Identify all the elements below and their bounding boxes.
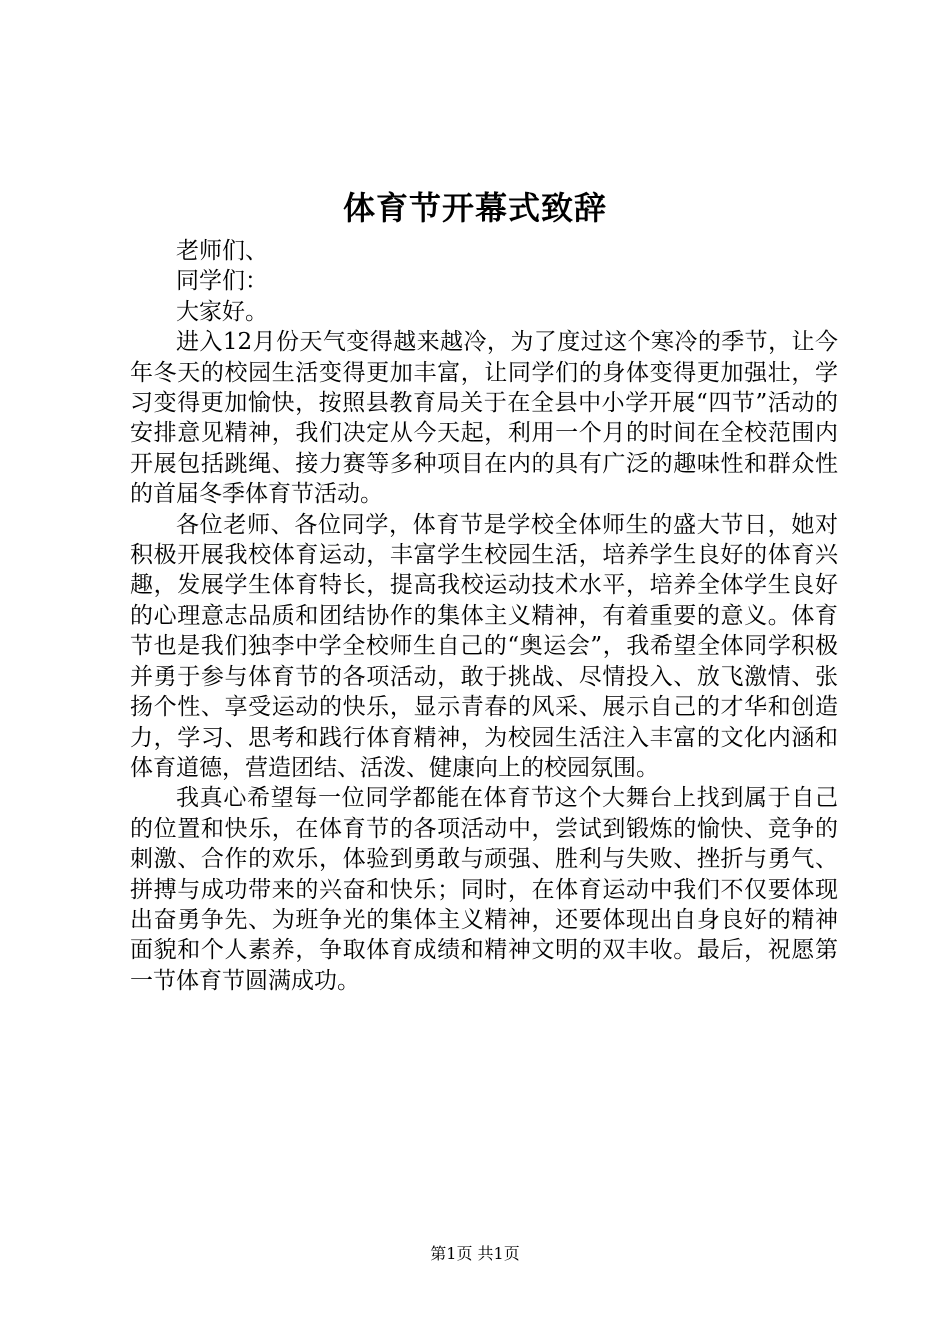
paragraph-intro: 进入12月份天气变得越来越冷，为了度过这个寒冷的季节，让今年冬天的校园生活变得更加丰富，让同学们的身体变得更加强壮，学习变得更加愉快，按照县教育局关于在全县中小学开展“四节”活动的安排意见精神，我们决定从今天起，利用一个月的时间在全校范围内开展包括跳绳、接力赛等多种项目在内的具有广泛的趣味性和群众性的首届冬季体育节活动。 bbox=[130, 329, 838, 508]
paragraph-significance: 各位老师、各位同学，体育节是学校全体师生的盛大节日，她对积极开展我校体育运动，丰富学生校园生活，培养学生良好的体育兴趣，发展学生体育特长，提高我校运动技术水平，培养全体学生良好的心理意志品质和团结协作的集体主义精神，有着重要的意义。体育节也是我们独李中学全校师生自己的“奥运会”，我希望全体同学积极并勇于参与体育节的各项活动，敢于挑战、尽情投入、放飞激情、张扬个性、享受运动的快乐，显示青春的风采、展示自己的才华和创造力，学习、思考和践行体育精神，为校园生活注入丰富的文化内涵和体育道德，营造团结、活泼、健康向上的校园氛围。 bbox=[130, 511, 838, 781]
salutation-students: 同学们： bbox=[176, 268, 268, 295]
salutation-teachers: 老师们、 bbox=[176, 238, 268, 264]
document-body bbox=[130, 236, 838, 996]
paragraph-closing: 我真心希望每一位同学都能在体育节这个大舞台上找到属于自己的位置和快乐，在体育节的各项活动中，尝试到锻炼的愉快、竞争的刺激、合作的欢乐，体验到勇敢与顽强、胜利与失败、挫折与勇气、拼搏与成功带来的兴奋和快乐；同时，在体育运动中我们不仅要体现出奋勇争先、为班争光的集体主义精神，还要体现出自身良好的精神面貌和个人素养，争取体育成绩和精神文明的双丰收。最后，祝愿第一节体育节圆满成功。 bbox=[130, 785, 838, 994]
document-title: 体育节开幕式致辞 bbox=[342, 189, 607, 227]
salutation-greeting: 大家好。 bbox=[176, 298, 268, 325]
page-footer: 第1页 共1页 bbox=[430, 1244, 520, 1263]
